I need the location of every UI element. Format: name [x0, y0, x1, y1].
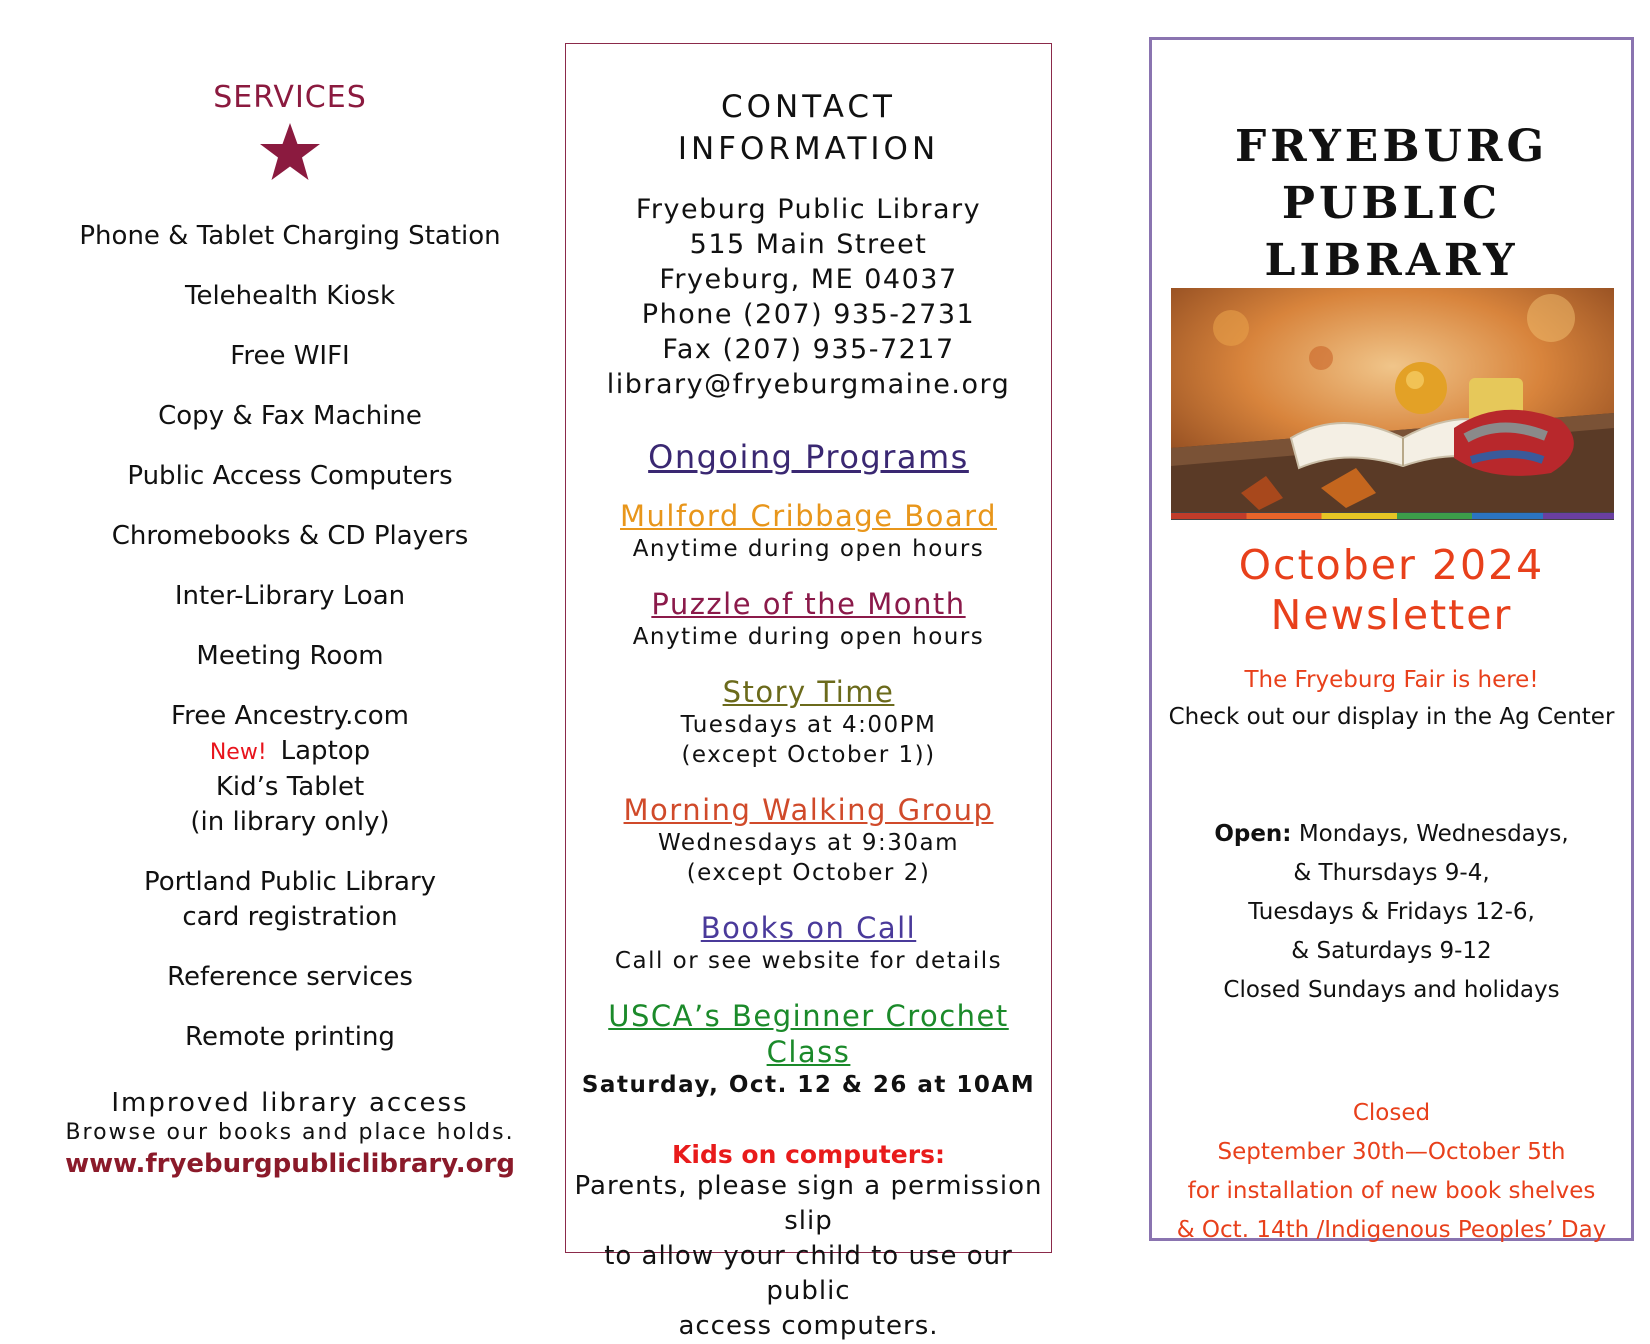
fair-announcement: The Fryeburg Fair is here!: [1244, 667, 1539, 693]
service-item: Chromebooks & CD Players: [111, 521, 469, 551]
program-note: (except October 2): [686, 860, 931, 886]
hours-line: Closed Sundays and holidays: [1223, 977, 1560, 1003]
contact-line: Fryeburg, ME 04037: [659, 264, 958, 295]
contact-panel: [565, 43, 1052, 1341]
hours-line: [1152, 815, 1631, 854]
program-item: [566, 498, 1051, 564]
program-item: [566, 792, 1051, 888]
service-item: Meeting Room: [196, 641, 384, 671]
access-heading: Improved library access: [111, 1088, 469, 1118]
laptop-label: Laptop: [280, 736, 371, 766]
star-icon: [258, 121, 322, 183]
hours-line: & Thursdays 9-4,: [1293, 860, 1490, 886]
contact-line: 515 Main Street: [689, 229, 928, 260]
library-title: [1152, 118, 1631, 289]
service-item: Public Access Computers: [127, 461, 453, 491]
opening-hours: [1152, 815, 1631, 1010]
service-item: Phone & Tablet Charging Station: [79, 221, 501, 251]
portland-line-2: card registration: [182, 902, 398, 932]
hours-line: Tuesdays & Fridays 12-6,: [1248, 899, 1535, 925]
service-item: Copy & Fax Machine: [158, 401, 422, 431]
program-detail: Saturday, Oct. 12 & 26 at 10AM: [581, 1072, 1036, 1098]
access-subtext: Browse our books and place holds.: [65, 1120, 515, 1145]
fair-detail: Check out our display in the Ag Center: [1168, 704, 1615, 730]
contact-line: Fryeburg Public Library: [635, 194, 982, 225]
new-badge: New!: [209, 740, 267, 765]
service-item: Free WIFI: [230, 341, 350, 371]
programs-heading: Ongoing Programs: [648, 438, 969, 476]
contact-fax: Fax (207) 935-7217: [662, 334, 955, 365]
contact-email[interactable]: library@fryeburgmaine.org: [606, 369, 1011, 400]
portland-line-1: Portland Public Library: [143, 867, 437, 897]
service-group-devices: [40, 699, 540, 840]
title-line-2: PUBLIC: [1281, 178, 1502, 229]
program-item: [566, 674, 1051, 770]
services-title: SERVICES: [213, 80, 367, 115]
service-item: Remote printing: [185, 1022, 395, 1052]
program-detail: Anytime during open hours: [632, 536, 985, 562]
program-title: Puzzle of the Month: [651, 587, 966, 621]
kids-line: to allow your child to use our public: [604, 1241, 1013, 1306]
closure-notice: [1152, 1094, 1631, 1250]
program-detail: Call or see website for details: [614, 948, 1003, 974]
closed-line: for installation of new book shelves: [1187, 1178, 1596, 1204]
service-item: Reference services: [167, 962, 413, 992]
hours-text: Mondays, Wednesdays,: [1298, 821, 1569, 847]
closed-line: Closed: [1352, 1100, 1431, 1126]
program-item: [566, 910, 1051, 976]
kids-tablet-line: Kid’s Tablet: [215, 772, 365, 802]
newsletter-title: [1152, 540, 1631, 640]
program-item: [566, 586, 1051, 652]
program-title: USCA’s Beginner Crochet Class: [608, 999, 1009, 1069]
title-line-3: LIBRARY: [1264, 235, 1519, 286]
services-panel: [40, 80, 540, 1179]
contact-title: [566, 86, 1051, 170]
program-note: (except October 1)): [681, 742, 936, 768]
hours-line: & Saturdays 9-12: [1291, 938, 1492, 964]
open-label: Open:: [1214, 821, 1292, 847]
closed-line: & Oct. 14th /Indigenous Peoples’ Day: [1176, 1217, 1607, 1243]
kids-line: access computers.: [678, 1311, 939, 1341]
laptop-line: [40, 734, 540, 770]
program-title: Books on Call: [700, 911, 917, 945]
contact-address: [566, 192, 1051, 402]
service-group-portland: [40, 865, 540, 935]
closed-line: September 30th—October 5th: [1217, 1139, 1566, 1165]
autumn-book-photo: [1171, 288, 1614, 520]
contact-title-line-1: CONTACT: [720, 89, 896, 125]
program-detail: Tuesdays at 4:00PM: [680, 712, 937, 738]
program-item: [566, 998, 1051, 1100]
rainbow-divider: [1171, 513, 1614, 519]
program-title: Story Time: [722, 675, 895, 709]
service-item: Inter-Library Loan: [174, 581, 406, 611]
kids-notice: [566, 1169, 1051, 1344]
kids-heading: Kids on computers:: [672, 1140, 945, 1169]
program-title: Morning Walking Group: [623, 793, 994, 827]
program-detail: Wednesdays at 9:30am: [657, 830, 960, 856]
kids-line: Parents, please sign a permission slip: [574, 1171, 1043, 1236]
cover-panel: [1149, 37, 1634, 1241]
program-detail: Anytime during open hours: [632, 624, 985, 650]
contact-phone: Phone (207) 935-2731: [641, 299, 976, 330]
issue-label: Newsletter: [1270, 591, 1513, 639]
website-link[interactable]: www.fryeburgpubliclibrary.org: [65, 1149, 515, 1179]
in-library-note: (in library only): [190, 807, 390, 837]
program-title: Mulford Cribbage Board: [620, 499, 997, 533]
contact-title-line-2: INFORMATION: [677, 131, 940, 167]
title-line-1: FRYEBURG: [1234, 121, 1549, 172]
service-item: Telehealth Kiosk: [184, 281, 396, 311]
issue-date: October 2024: [1238, 541, 1545, 589]
ancestry-line: Free Ancestry.com: [171, 701, 409, 731]
